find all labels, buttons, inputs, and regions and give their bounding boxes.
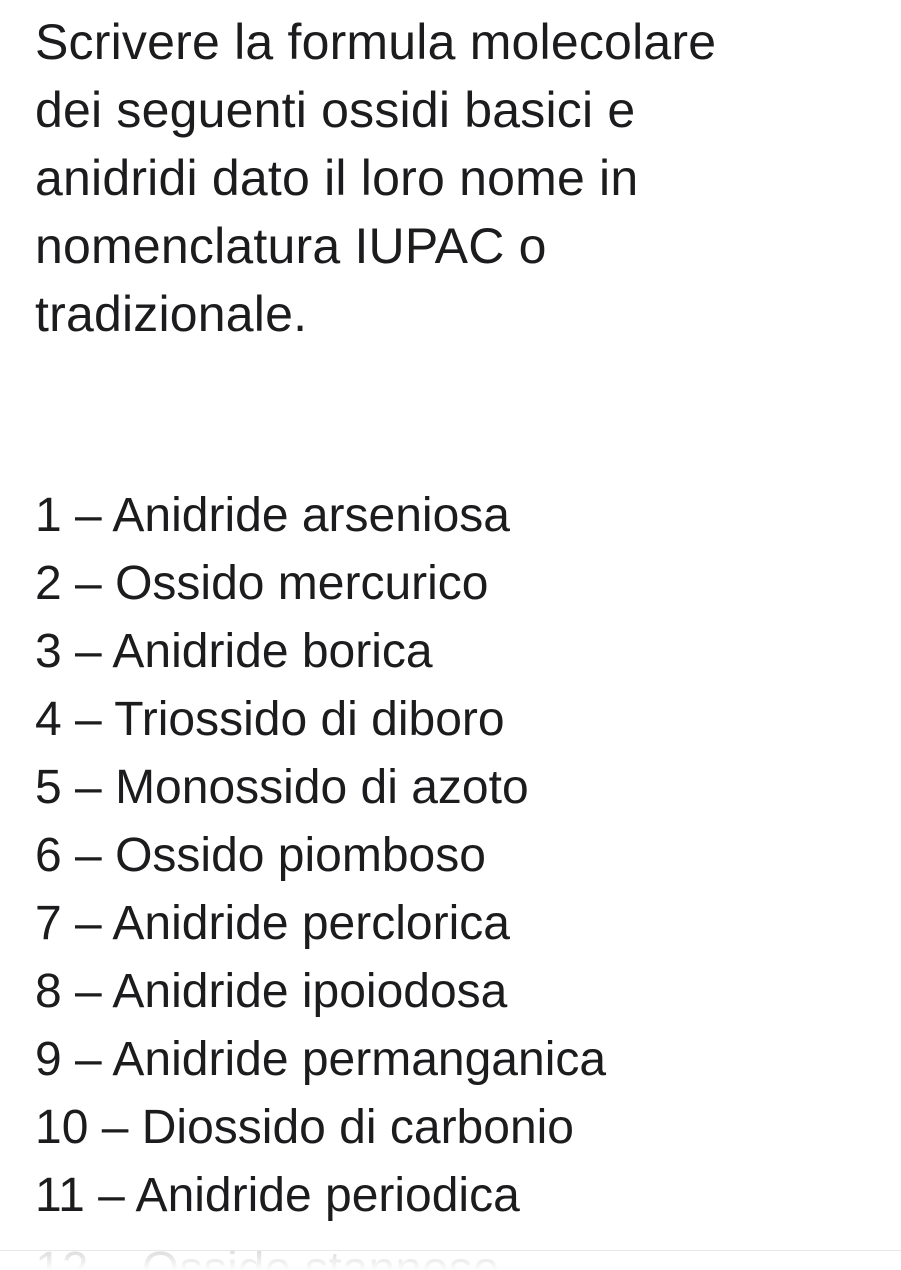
list-item: 6 – Ossido piomboso bbox=[35, 829, 486, 882]
list-item: 3 – Anidride borica bbox=[35, 625, 433, 678]
list-item: 9 – Anidride permanganica bbox=[35, 1033, 607, 1086]
list-item: 10 – Diossido di carbonio bbox=[35, 1101, 574, 1154]
list-item: 2 – Ossido mercurico bbox=[35, 557, 489, 610]
exercise-instructions: Scrivere la formula molecolare dei seguenti ossidi basici e anidridi dato il loro nome in nomenclatura IUPAC o tradizionale. bbox=[35, 14, 717, 342]
list-item: 8 – Anidride ipoiodosa bbox=[35, 965, 508, 1018]
list-item: 4 – Triossido di diboro bbox=[35, 693, 505, 746]
list-item: 1 – Anidride arseniosa bbox=[35, 489, 510, 542]
list-item: 11 – Anidride periodica bbox=[35, 1169, 520, 1222]
list-item: 7 – Anidride perclorica bbox=[35, 897, 510, 950]
bottom-edge-divider bbox=[0, 1250, 901, 1270]
list-item: 5 – Monossido di azoto bbox=[35, 761, 529, 814]
exercise-list bbox=[35, 482, 606, 1230]
